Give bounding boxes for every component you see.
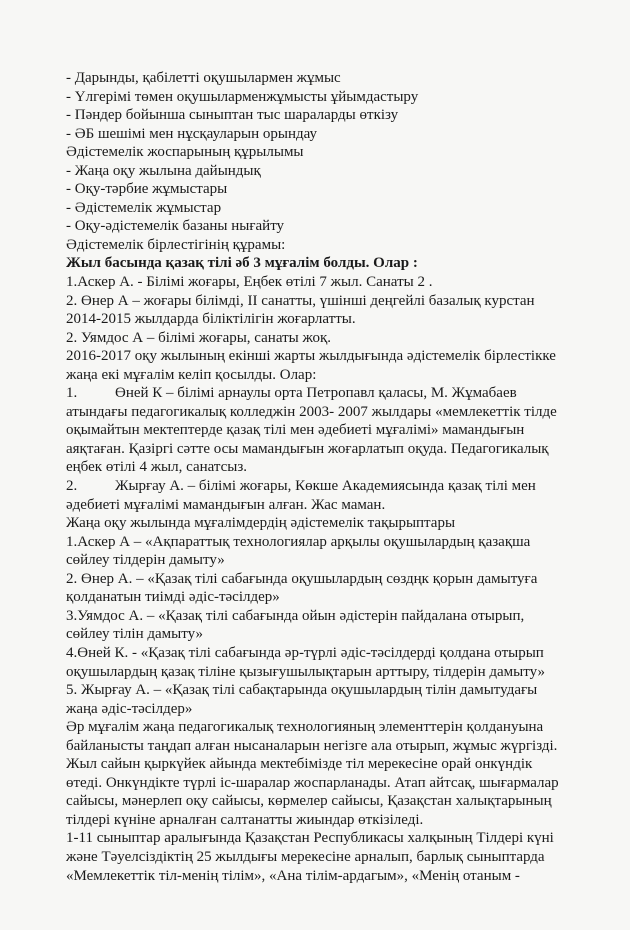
text-line: 2. Өнер А. – «Қазақ тілі сабағында оқушылардың сөздңк қорын дамытуға bbox=[66, 570, 538, 587]
numbered-item bbox=[66, 477, 604, 496]
section-heading: Әдістемелік жоспарының құрылымы bbox=[66, 144, 304, 161]
text-line: 2016-2017 оқу жылының екінші жарты жылдығында әдістемелік бірлестікке bbox=[66, 348, 556, 365]
text-line: 1.Аскер А – «Ақпараттық технологиялар арқылы оқушылардың қазақша bbox=[66, 533, 531, 550]
document-page bbox=[66, 69, 604, 885]
section-heading: Әдістемелік бірлестігінің құрамы: bbox=[66, 236, 286, 253]
text-line: өтеді. Онкүндікте түрлі іс-шаралар жоспарланады. Атап айтсақ, шығармалар bbox=[66, 774, 559, 791]
text-line: жаңа екі мұғалім келіп қосылды. Олар: bbox=[66, 366, 317, 383]
text-line: - Оқу-тәрбие жұмыстары bbox=[66, 181, 228, 198]
numbered-item bbox=[66, 384, 604, 403]
text-line: 1.Аскер А. - Білімі жоғары, Еңбек өтілі 7 жыл. Санаты 2 . bbox=[66, 274, 433, 291]
text-line: оқымайтын мектептерде қазақ тілі мен әдебиеті мұғалімі» мамандығын bbox=[66, 422, 525, 439]
numbered-item-text: Жырғау А. – білімі жоғары, Көкше Академиясында қазақ тілі мен bbox=[115, 478, 536, 495]
bold-heading: Жыл басында қазақ тілі әб 3 мұғалім болды. Олар : bbox=[66, 255, 418, 272]
text-line: 2014-2015 жылдарда біліктілігін жоғарлатты. bbox=[66, 311, 356, 328]
text-line: 4.Өней К. - «Қазақ тілі сабағында әр-түрлі әдіс-тәсілдерді қолдана отырып bbox=[66, 644, 544, 661]
text-line: аяқтаған. Қазіргі сәтте осы мамандығын жоғарлатып оқуда. Педагогикалық bbox=[66, 440, 549, 457]
text-line: оқушылардың қазақ тіліне қызығушылықтарын арттыру, тілдерін дамыту» bbox=[66, 663, 545, 680]
text-line: 2. Уямдос А – білімі жоғары, санаты жоқ. bbox=[66, 329, 332, 346]
text-line: сайысы, мәнерлеп оқу сайысы, көрмелер сайысы, Қазақстан халықтарының bbox=[66, 793, 552, 810]
list-marker: 1. bbox=[66, 385, 78, 402]
text-line: - Оқу-әдістемелік базаны нығайту bbox=[66, 218, 285, 235]
text-line: 5. Жырғау А. – «Қазақ тілі сабақтарында оқушылардың тілін дамытудағы bbox=[66, 682, 538, 699]
section-heading: Жаңа оқу жылында мұғалімдердің әдістемелік тақырыптары bbox=[66, 515, 456, 532]
text-line: - Пәндер бойынша сыныптан тыс шараларды өткізу bbox=[66, 107, 399, 124]
numbered-item-text: Өней К – білімі арнаулы орта Петропавл қаласы, М. Жұмабаев bbox=[115, 385, 517, 402]
text-line: және Тәуелсіздіктің 25 жылдығы мерекесіне арналып, барлық сыныптарда bbox=[66, 848, 545, 865]
text-line: қолданатын тиімді әдіс-тәсілдер» bbox=[66, 589, 280, 606]
text-line: Жыл сайын қыркүйек айында мектебімізде тіл мерекесіне орай онкүндік bbox=[66, 756, 533, 773]
text-line: - Үлгерімі төмен оқушыларменжұмысты ұйымдастыру bbox=[66, 88, 419, 105]
text-line: жаңа әдіс-тәсілдер» bbox=[66, 700, 193, 717]
text-line: сөйлеу тілін дамыту» bbox=[66, 626, 203, 643]
text-line: - ӘБ шешімі мен нұсқауларын орындау bbox=[66, 125, 318, 142]
text-line: әдебиеті мұғалімі мамандығын алған. Жас маман. bbox=[66, 496, 386, 513]
text-line: «Мемлекеттік тіл-менің тілім», «Ана тілім-ардагым», «Менің отаным - bbox=[66, 867, 520, 884]
text-line: байланысты таңдап алған нысаналарын негізге ала отырып, жұмыс жүргізді. bbox=[66, 737, 558, 754]
text-line: 1-11 сыныптар аралығында Қазақстан Республикасы халқының Тілдері күні bbox=[66, 830, 554, 847]
text-line: 3.Уямдос А. – «Қазақ тілі сабағында ойын әдістерін пайдалана отырып, bbox=[66, 607, 525, 624]
text-line: атындағы педагогикалық колледжін 2003- 2007 жылдары «мемлекеттік тілде bbox=[66, 403, 557, 420]
text-line: 2. Өнер А – жоғары білімді, II санатты, үшінші деңгейлі базалық курстан bbox=[66, 292, 535, 309]
text-line: - Жаңа оқу жылына дайындық bbox=[66, 162, 261, 179]
text-line: еңбек өтілі 4 жыл, санатсыз. bbox=[66, 459, 248, 476]
list-marker: 2. bbox=[66, 478, 78, 495]
text-line: тілдері күніне арналған салтанатты жиындар өткізіледі. bbox=[66, 811, 424, 828]
text-line: Әр мұғалім жаңа педагогикалық технологияның элементтерін қолдануына bbox=[66, 719, 544, 736]
text-line: - Әдістемелік жұмыстар bbox=[66, 199, 222, 216]
text-line: - Дарынды, қабілетті оқушылармен жұмыс bbox=[66, 70, 341, 86]
text-line: сөйлеу тілдерін дамыту» bbox=[66, 552, 225, 569]
